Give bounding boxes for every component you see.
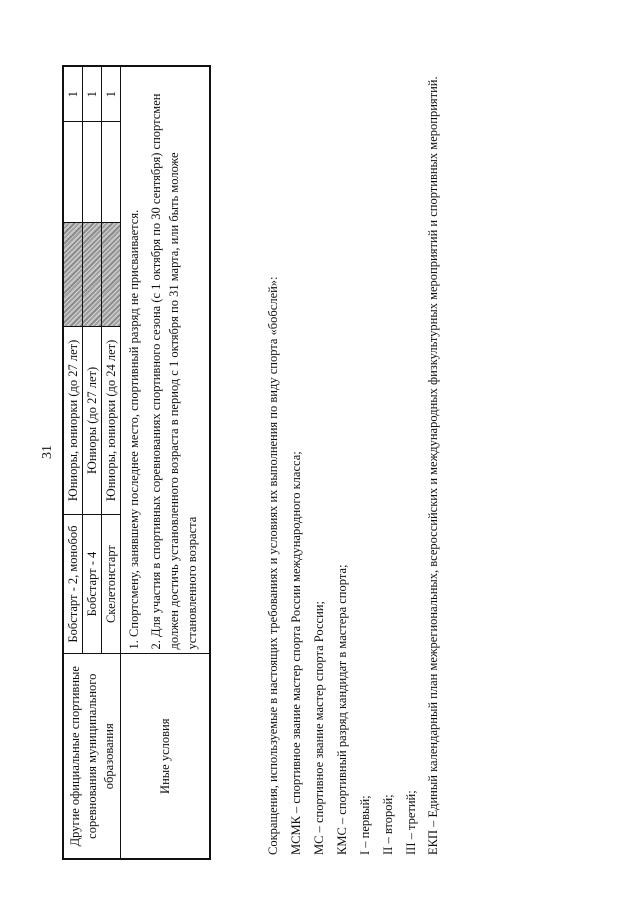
page-number: 31 xyxy=(40,445,55,459)
other-conditions-notes xyxy=(121,66,211,654)
table-row xyxy=(63,66,83,859)
competition-label: Другие официальные спортивные соревнования муниципального образования xyxy=(63,654,121,859)
empty-cell xyxy=(102,122,121,223)
category-cell: Юниоры (до 27 лет) xyxy=(83,327,102,514)
abbreviation-item: III – третий; xyxy=(404,790,418,855)
abbreviation-ekp: ЕКП – Единый календарный план межрегиональных, всероссийских и международных физкультурных мероприятий и спортивных мероприятий. xyxy=(426,76,440,855)
category-cell: Юниоры, юниорки (до 27 лет) xyxy=(63,327,83,514)
empty-cell xyxy=(63,122,83,223)
abbreviation-item: I – первый; xyxy=(358,795,372,855)
abbreviation-item: МСМК – спортивное звание мастер спорта России международного класса; xyxy=(289,451,303,855)
category-cell: Юниоры, юниорки (до 24 лет) xyxy=(102,327,121,514)
value-cell: 1 xyxy=(102,66,121,122)
requirements-table xyxy=(62,65,211,860)
abbreviation-item: КМС – спортивный разряд кандидат в мастера спорта; xyxy=(335,564,349,855)
shaded-cell xyxy=(83,223,102,327)
shaded-cell xyxy=(63,223,83,327)
abbreviations-section xyxy=(262,65,442,855)
shaded-cell xyxy=(102,223,121,327)
empty-cell xyxy=(83,122,102,223)
value-cell: 1 xyxy=(63,66,83,122)
note: 1. Спортсмену, занявшему последнее место, спортивный разряд не присваивается. xyxy=(127,209,141,650)
discipline-cell: Бобстарт - 2, монобоб xyxy=(63,514,83,654)
table-row xyxy=(121,66,211,859)
note: 2. Для участия в спортивных соревнованиях спортивного сезона (с 1 октября по 30 сентября) спортсмен должен достичь установленного возраста в период с 1 октября по 31 марта, или быть моложе установленного возраста xyxy=(149,93,199,650)
discipline-cell: Бобстарт - 4 xyxy=(83,514,102,654)
discipline-cell: Скелетонстарт xyxy=(102,514,121,654)
abbreviation-item: II – второй; xyxy=(381,794,395,855)
abbreviations-intro: Сокращения, используемые в настоящих требованиях и условиях их выполнения по виду спорта «бобслей»: xyxy=(266,276,280,855)
other-conditions-label: Иные условия xyxy=(121,654,211,859)
abbreviation-item: МС – спортивное звание мастер спорта России; xyxy=(312,601,326,855)
value-cell: 1 xyxy=(83,66,102,122)
